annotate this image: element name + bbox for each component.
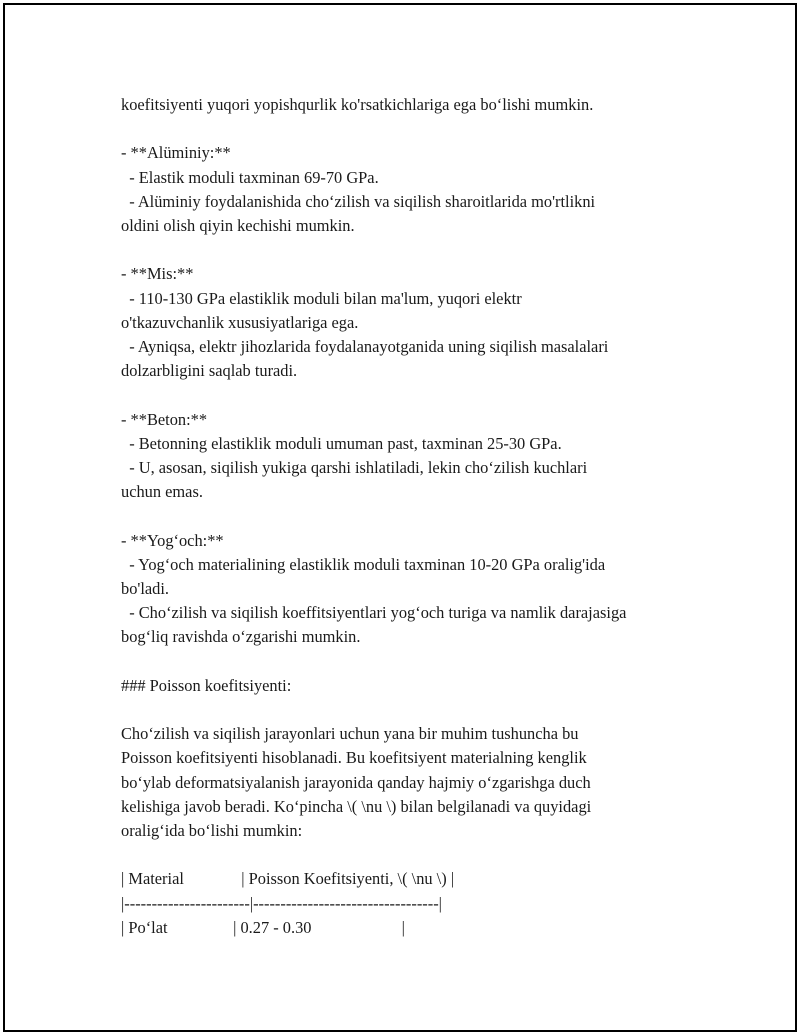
- text-line: dolzarbligini saqlab turadi.: [121, 361, 298, 381]
- text-line: |-----------------------|----------------------------------|: [121, 893, 442, 913]
- blank-line: [121, 383, 721, 407]
- text-line: oralig‘ida bo‘lishi mumkin:: [121, 821, 303, 840]
- text-line: uchun emas.: [121, 482, 203, 502]
- text-line: koefitsiyenti yuqori yopishqurlik ko'rsatkichlariga ega bo‘lishi mumkin.: [121, 95, 594, 114]
- text-line: - **Beton:**: [121, 409, 208, 429]
- text-line: bo‘ylab deformatsiyalanish jarayonida qanday hajmiy o‘zgarishga duch: [121, 772, 591, 792]
- text-line: - Yog‘och materialining elastiklik moduli taxminan 10-20 GPa oralig'ida: [121, 554, 606, 574]
- blank-line: [121, 117, 721, 141]
- text-line: bo'ladi.: [121, 579, 170, 598]
- text-line: Poisson koefitsiyenti hisoblanadi. Bu koefitsiyent materialning kenglik: [121, 748, 587, 768]
- text-line: - **Alüminiy:**: [121, 143, 231, 163]
- text-line: bog‘liq ravishda o‘zgarishi mumkin.: [121, 627, 361, 647]
- blank-line: [121, 650, 721, 674]
- text-line: o'tkazuvchanlik xususiyatlariga ega.: [121, 312, 359, 332]
- text-line: - 110-130 GPa elastiklik moduli bilan ma'lum, yuqori elektr: [121, 288, 522, 308]
- page-frame: [3, 3, 797, 1032]
- text-line: | Material | Poisson Koefitsiyenti, \( \nu \) |: [121, 869, 455, 889]
- text-line: Cho‘zilish va siqilish jarayonlari uchun yana bir muhim tushuncha bu: [121, 724, 579, 744]
- document-body: [121, 93, 721, 940]
- text-line: - Cho‘zilish va siqilish koeffitsiyentlari yog‘och turiga va namlik darajasiga: [121, 603, 627, 623]
- text-line: - Ayniqsa, elektr jihozlarida foydalanayotganida uning siqilish masalalari: [121, 337, 609, 356]
- text-line: - Elastik moduli taxminan 69-70 GPa.: [121, 167, 379, 187]
- text-line: - Alüminiy foydalanishida cho‘zilish va siqilish sharoitlarida mo'rtlikni: [121, 191, 596, 211]
- text-line: - Betonning elastiklik moduli umuman past, taxminan 25-30 GPa.: [121, 433, 562, 453]
- text-line: - U, asosan, siqilish yukiga qarshi ishlatiladi, lekin cho‘zilish kuchlari: [121, 458, 588, 477]
- text-line: - **Mis:**: [121, 264, 194, 284]
- text-line: oldini olish qiyin kechishi mumkin.: [121, 216, 355, 235]
- blank-line: [121, 698, 721, 722]
- text-line: - **Yog‘och:**: [121, 530, 224, 550]
- text-line: | Po‘lat | 0.27 - 0.30 |: [121, 917, 405, 937]
- text-line: ### Poisson koefitsiyenti:: [121, 675, 292, 695]
- blank-line: [121, 238, 721, 262]
- blank-line: [121, 504, 721, 528]
- text-line: kelishiga javob beradi. Ko‘pincha \( \nu \) bilan belgilanadi va quyidagi: [121, 796, 592, 816]
- blank-line: [121, 843, 721, 867]
